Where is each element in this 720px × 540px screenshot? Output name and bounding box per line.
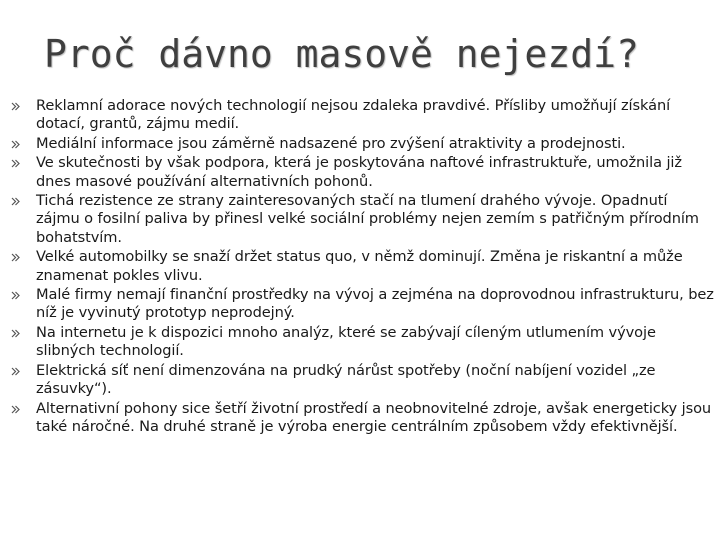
- diamond-arrow-bullet-icon: [11, 405, 20, 414]
- bullet-list: [8, 97, 714, 437]
- bullet-text: Na internetu je k dispozici mnoho analýz, které se zabývají cíleným utlumením vývoje slibných technologií.: [36, 323, 656, 360]
- diamond-arrow-bullet-icon: [11, 367, 20, 376]
- diamond-arrow-bullet-icon: [11, 197, 20, 206]
- list-item: [8, 400, 714, 437]
- bullet-text: Malé firmy nemají finanční prostředky na vývoj a zejména na doprovodnou infrastrukturu, bez níž je vyvinutý prototyp neprodejný.: [36, 286, 714, 322]
- bullet-text: Ve skutečnosti by však podpora, která je poskytována naftové infrastruktuře, umožnila již dnes masové používání alternativních pohonů.: [36, 154, 682, 190]
- list-item: [8, 362, 714, 399]
- bullet-text: Velké automobilky se snaží držet status quo, v němž dominují. Změna je riskantní a může znamenat pokles vlivu.: [36, 248, 683, 284]
- list-item: [8, 135, 714, 153]
- bullet-text: Elektrická síť není dimenzována na prudký nárůst spotřeby (noční nabíjení vozidel „ze zásuvky“).: [36, 361, 656, 398]
- diamond-arrow-bullet-icon: [11, 159, 20, 168]
- list-item: [8, 324, 714, 361]
- diamond-arrow-bullet-icon: [11, 329, 20, 338]
- bullet-text: Tichá rezistence ze strany zainteresovaných stačí na tlumení drahého vývoje. Opadnutí zájmu o fosilní paliva by přinesl velké sociální problémy nejen zemím s patřičným přírodním bohatstvím.: [36, 192, 699, 246]
- bullet-text: Reklamní adorace nových technologií nejsou zdaleka pravdivé. Přísliby umožňují získání dotací, grantů, zájmu medií.: [36, 97, 671, 133]
- list-item: [8, 286, 714, 323]
- bullet-text: Alternativní pohony sice šetří životní prostředí a neobnovitelné zdroje, avšak energeticky jsou také náročné. Na druhé straně je výroba energie centrálním způsobem vždy efektivnější.: [36, 399, 712, 435]
- bullet-text: Mediální informace jsou záměrně nadsazené pro zvýšení atraktivity a prodejnosti.: [36, 134, 626, 152]
- slide-title: Proč dávno masově nejezdí?: [44, 32, 639, 76]
- diamond-arrow-bullet-icon: [11, 102, 20, 111]
- list-item: [8, 154, 714, 191]
- list-item: [8, 192, 714, 247]
- list-item: [8, 97, 714, 134]
- diamond-arrow-bullet-icon: [11, 140, 20, 149]
- diamond-arrow-bullet-icon: [11, 253, 20, 262]
- list-item: [8, 248, 714, 285]
- diamond-arrow-bullet-icon: [11, 291, 20, 300]
